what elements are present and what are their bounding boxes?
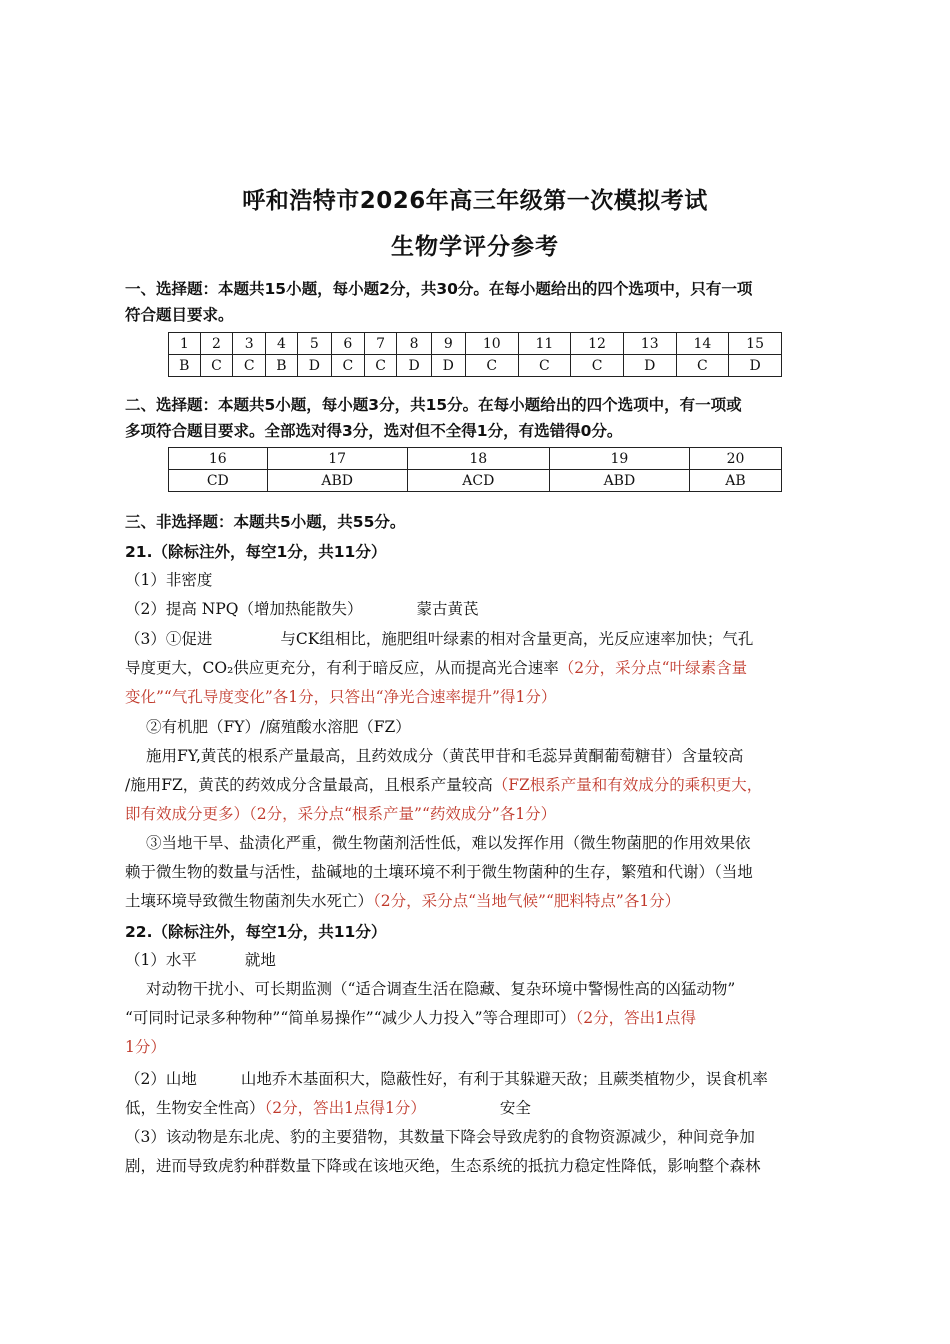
q21-3-soil: 土壤环境导致微生物菌剂失水死亡） [125, 892, 374, 910]
part1-number-row [169, 333, 782, 355]
answer-cell: D [431, 355, 465, 377]
answer-cell: CD [169, 470, 268, 492]
q21-3-fz-note: （FZ根系产量和有效成分的乘积更大， [492, 776, 763, 794]
part2-number-row [169, 448, 782, 470]
answer-cell: ABD [549, 470, 689, 492]
question-number-cell: 8 [397, 333, 431, 355]
q21-3-scoring-note: （2分，采分点“叶绿素含量 [558, 659, 748, 677]
question-number-cell: 4 [266, 333, 298, 355]
question-number-cell: 3 [233, 333, 266, 355]
answer-cell: C [571, 355, 624, 377]
question-number-cell: 20 [689, 448, 781, 470]
q21-3-reason: 与CK组相比，施肥组叶绿素的相对含量更高，光反应速率加快；气孔 [280, 630, 754, 648]
q21-answer-2 [125, 595, 479, 624]
question-number-cell: 14 [676, 333, 729, 355]
page-title: 呼和浩特市2026年高三年级第一次模拟考试 [242, 188, 708, 214]
q21-3-fz: /施用FZ，黄芪的药效成分含量最高，且根系产量较高 [125, 776, 493, 794]
question-number-cell: 10 [465, 333, 518, 355]
q21-2-text: （2）提高 NPQ（增加热能散失） [125, 600, 363, 618]
question-number-cell: 13 [623, 333, 676, 355]
answer-cell: B [266, 355, 298, 377]
question-number-cell: 16 [169, 448, 268, 470]
q22-1-note: （2分，答出1点得 [575, 1009, 697, 1027]
q22-1-methods: “可同时记录多种物种”“简单易操作”“减少人力投入”等合理即可） [125, 1009, 576, 1027]
part2-answer-row [169, 470, 782, 492]
q22-answer-1 [125, 946, 276, 975]
q22-answer-1-line3 [125, 1004, 696, 1033]
question-number-cell: 18 [407, 448, 549, 470]
q22-2-reason-cont: 低，生物安全性高） [125, 1099, 265, 1117]
question-number-cell: 12 [571, 333, 624, 355]
q21-answer-3-line6 [125, 771, 762, 800]
q22-1-level: （1）水平 [125, 951, 197, 969]
part2-heading-line2: 多项符合题目要求。全部选对得3分，选对但不全得1分，有选错得0分。 [125, 422, 623, 440]
q21-3-reason-cont: 导度更大，CO₂供应更充分，有利于暗反应，从而提高光合速率 [125, 659, 559, 677]
answer-cell: C [200, 355, 233, 377]
q22-2-habitat: （2）山地 [125, 1070, 197, 1088]
q22-2-safety: 安全 [499, 1099, 531, 1117]
q22-heading: 22.（除标注外，每空1分，共11分） [125, 923, 387, 941]
q22-answer-1-line4: 1分） [125, 1038, 166, 1056]
answer-cell: D [397, 355, 431, 377]
part2-heading [125, 392, 830, 444]
part2-answer-table [168, 447, 782, 492]
question-number-cell: 6 [331, 333, 364, 355]
answer-cell: D [729, 355, 782, 377]
part1-heading-line2: 符合题目要求。 [125, 306, 234, 324]
q21-answer-3-line7: 即有效成分更多）（2分，采分点“根系产量”“药效成分”各1分） [125, 805, 557, 823]
page-subtitle: 生物学评分参考 [391, 234, 559, 260]
question-number-cell: 11 [518, 333, 571, 355]
q22-answer-3-line1: （3）该动物是东北虎、豹的主要猎物，其数量下降会导致虎豹的食物资源减少，种间竞争加 [125, 1128, 755, 1146]
q22-answer-1-line2: 对动物干扰小、可长期监测（“适合调查生活在隐藏、复杂环境中警惕性高的凶猛动物” [146, 980, 736, 998]
answer-cell: D [297, 355, 331, 377]
q22-answer-3-line2: 剧，进而导致虎豹种群数量下降或在该地灭绝，生态系统的抵抗力稳定性降低，影响整个森林 [125, 1157, 761, 1175]
q22-2-note: （2分，答出1点得1分） [264, 1099, 426, 1117]
q21-answer-3-line1 [125, 625, 753, 654]
answer-cell: ABD [267, 470, 407, 492]
question-number-cell: 15 [729, 333, 782, 355]
part1-answer-row [169, 355, 782, 377]
q21-answer-3-line9: 赖于微生物的数量与活性，盐碱地的土壤环境不利于微生物菌种的生存，繁殖和代谢）（当地 [125, 863, 753, 881]
q21-answer-3-line5: 施用FY,黄芪的根系产量最高，且药效成分（黄芪甲苷和毛蕊异黄酮葡萄糖苷）含量较高 [146, 747, 744, 765]
answer-cell: C [331, 355, 364, 377]
answer-cell: ACD [407, 470, 549, 492]
answer-cell: C [676, 355, 729, 377]
part1-answer-table [168, 332, 782, 377]
q21-heading: 21.（除标注外，每空1分，共11分） [125, 543, 387, 561]
question-number-cell: 1 [169, 333, 201, 355]
q22-answer-2-line2 [125, 1094, 531, 1123]
q21-2-species: 蒙古黄芪 [416, 600, 479, 618]
q21-answer-3-line3: 变化”“气孔导度变化”各1分，只答出“净光合速率提升”得1分） [125, 688, 557, 706]
part1-heading-line1: 一、选择题：本题共15小题，每小题2分，共30分。在每小题给出的四个选项中，只有一项 [125, 280, 753, 298]
answer-cell: AB [689, 470, 781, 492]
question-number-cell: 17 [267, 448, 407, 470]
q22-2-reason: 山地乔木基面积大，隐蔽性好，有利于其躲避天敌；且蕨类植物少，误食机率 [240, 1070, 768, 1088]
q21-3-soil-note: （2分，采分点“当地气候”“肥料特点”各1分） [373, 892, 681, 910]
part1-heading [125, 276, 830, 328]
answer-cell: B [169, 355, 201, 377]
q21-answer-1: （1）非密度 [125, 571, 213, 589]
question-number-cell: 5 [297, 333, 331, 355]
q21-3-promote: （3）①促进 [125, 630, 213, 648]
part3-heading: 三、非选择题：本题共5小题，共55分。 [125, 513, 406, 531]
question-number-cell: 2 [200, 333, 233, 355]
answer-cell: D [623, 355, 676, 377]
part2-heading-line1: 二、选择题：本题共5小题，每小题3分，共15分。在每小题给出的四个选项中，有一项或 [125, 396, 742, 414]
q21-answer-3-line10 [125, 887, 680, 916]
answer-cell: C [233, 355, 266, 377]
q22-answer-2 [125, 1065, 768, 1094]
q22-1-protection: 就地 [244, 951, 276, 969]
answer-cell: C [518, 355, 571, 377]
q21-answer-3-line2 [125, 654, 747, 683]
answer-cell: C [465, 355, 518, 377]
question-number-cell: 7 [364, 333, 397, 355]
answer-cell: C [364, 355, 397, 377]
question-number-cell: 9 [431, 333, 465, 355]
q21-answer-3-line8: ③当地干旱、盐渍化严重，微生物菌剂活性低，难以发挥作用（微生物菌肥的作用效果依 [146, 834, 751, 852]
question-number-cell: 19 [549, 448, 689, 470]
q21-answer-3-line4: ②有机肥（FY）/腐殖酸水溶肥（FZ） [146, 718, 411, 736]
